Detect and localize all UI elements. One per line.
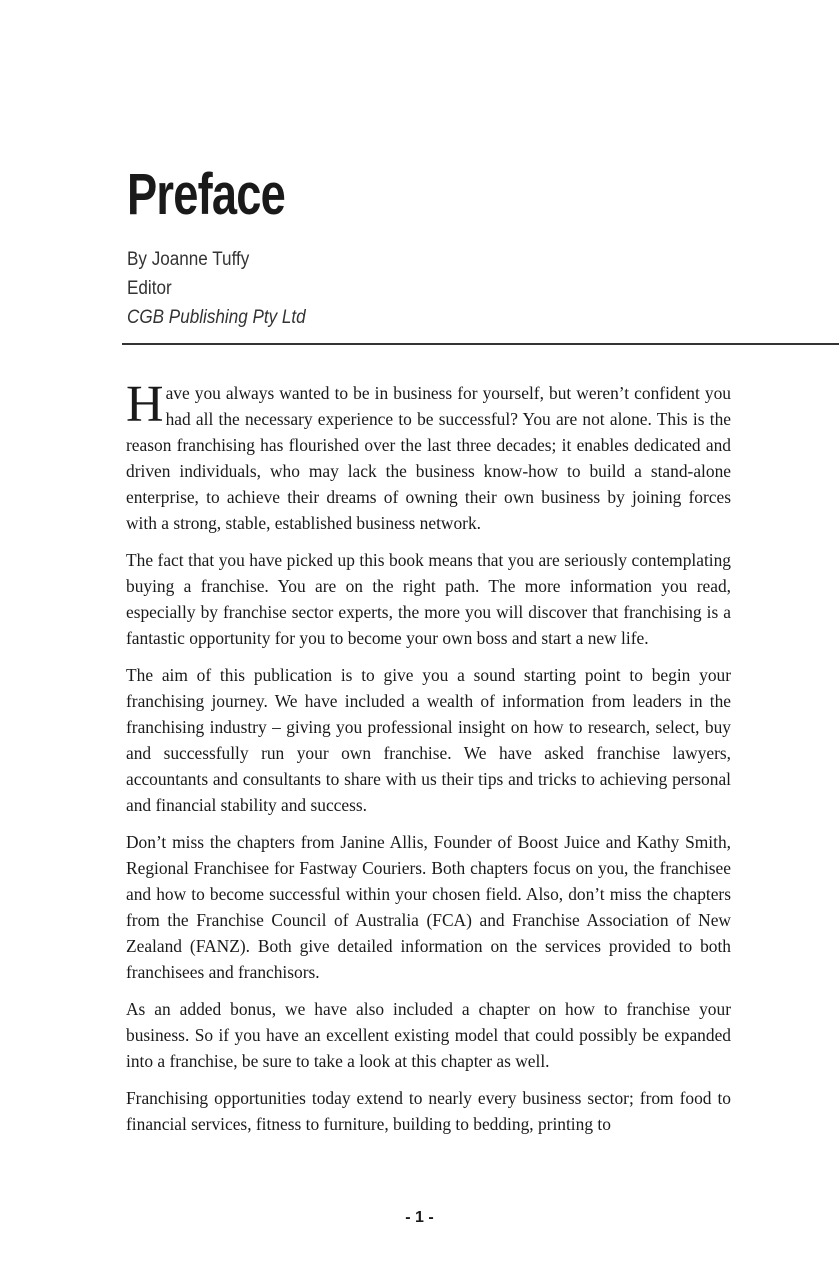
paragraph-2: The fact that you have picked up this book means that you are seriously contemplating buying a franchise. You are on the right path. The more information you read, especially by franchise sector experts, the more you will discover that franchising is a fantastic opportunity for you to become your own boss and start a new life. — [126, 550, 731, 648]
paragraph-1-text: ave you always wanted to be in business for yourself, but weren’t confident you had all the necessary experience to be successful? You are not alone. This is the reason franchising has flourished over the last three decades; it enables dedicated and driven individuals, who may lack the business know-how to build a stand-alone enterprise, to achieve their dreams of owning their own business by joining forces with a strong, stable, established business network. — [126, 383, 731, 533]
author-name: By Joanne Tuffy — [127, 249, 250, 270]
body-text — [126, 376, 731, 1148]
publisher-name: CGB Publishing Pty Ltd — [127, 307, 306, 328]
paragraph-3: The aim of this publication is to give you a sound starting point to begin your franchising journey. We have included a wealth of information from leaders in the franchising industry – giving you professional insight on how to research, select, buy and successfully run your own franchise. We have asked franchise lawyers, accountants and consultants to share with us their tips and tricks to achieving personal and financial stability and success. — [126, 665, 731, 815]
paragraph-6: Franchising opportunities today extend to nearly every business sector; from food to financial services, fitness to furniture, building to bedding, printing to — [126, 1088, 731, 1134]
paragraph-5: As an added bonus, we have also included a chapter on how to franchise your business. So if you have an excellent existing model that could possibly be expanded into a franchise, be sure to take a look at this chapter as well. — [126, 999, 731, 1071]
byline — [127, 245, 306, 332]
paragraph-1 — [126, 376, 731, 536]
page-number: - 1 - — [405, 1209, 434, 1226]
page-title: Preface — [127, 162, 286, 227]
paragraph-4: Don’t miss the chapters from Janine Allis, Founder of Boost Juice and Kathy Smith, Regional Franchisee for Fastway Couriers. Both chapters focus on you, the franchisee and how to become successful within your chosen field. Also, don’t miss the chapters from the Franchise Council of Australia (FCA) and Franchise Association of New Zealand (FANZ). Both give detailed information on the services provided to both franchisees and franchisors. — [126, 832, 731, 982]
author-role: Editor — [127, 278, 172, 299]
drop-cap: H — [126, 376, 164, 433]
header-divider — [122, 343, 839, 345]
